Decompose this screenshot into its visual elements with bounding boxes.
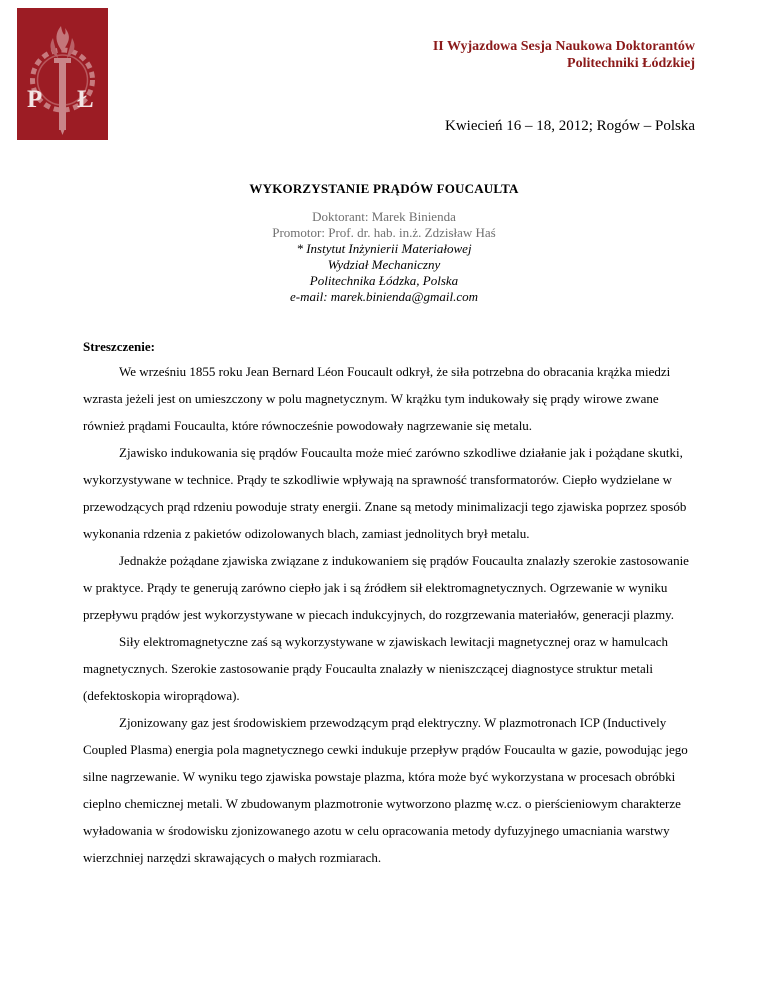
paper-title: WYKORZYSTANIE PRĄDÓW FOUCAULTA [249, 181, 519, 196]
abstract-paragraph-2: Zjawisko indukowania się prądów Foucaulta może mieć zarówno szkodliwe działanie jak i pożądane skutki, wykorzystywane w technice. Prądy te szkodliwie wpływają na sprawność transformatorów. Ciepło wydzielane w przewodzących prąd rdzeniu powoduje straty energii. Znane są metody minimalizacji tego zjawiska poprzez sposób wykonania rdzenia z pakietów odizolowanych blach, zamiast jednolitych brył metalu. [83, 445, 687, 541]
abstract-paragraph-4: Siły elektromagnetyczne zaś są wykorzystywane w zjawiskach lewitacji magnetycznej oraz w hamulcach magnetycznych. Szerokie zastosowanie prądy Foucaulta znalazły w nieniszczącej diagnostyce struktur metali (defektoskopia wiroprądowa). [83, 634, 669, 703]
promotor-line: Promotor: Prof. dr. hab. in.ż. Zdzisław Haś [272, 225, 496, 240]
author-block [0, 209, 768, 305]
conference-date-place: Kwiecień 16 – 18, 2012; Rogów – Polska [445, 118, 695, 134]
logo-letter-l: Ł [77, 86, 94, 113]
abstract-paragraph-3: Jednakże pożądane zjawiska związane z indukowaniem się prądów Foucaulta znalazły szerokie zastosowanie w praktyce. Prądy te generują zarówno ciepło jak i są źródłem sił elektromagnetycznych. Ogrzewanie w wyniku przepływu prądów jest wykorzystywane w piecach indukcyjnych, do rozgrzewania materiałów, generacji plazmy. [83, 553, 689, 622]
abstract-paragraph-5: Zjonizowany gaz jest środowiskiem przewodzącym prąd elektryczny. W plazmotronach ICP (Inductively Coupled Plasma) energia pola magnetycznego cewki indukuje przepływ prądów Foucaulta w gazie, powodując jego silne nagrzewanie. W wyniku tego zjawiska powstaje plazma, która może być wykorzystana w procesach obróbki cieplno chemicznej metali. W zbudowanym plazmotronie wytworzono plazmę w.cz. o pierścieniowym charakterze wyładowania w środowisku zjonizowanego azotu w celu opracowania metody dyfuzyjnego umacniania warstwy wierzchniej narzędzi skrawających o małych rozmiarach. [83, 715, 688, 865]
institute-line: * Instytut Inżynierii Materiałowej [296, 241, 472, 256]
logo-emblem-icon [17, 8, 108, 140]
faculty-line: Wydział Mechaniczny [327, 257, 441, 272]
logo-letter-p: P [27, 86, 43, 113]
conference-title [433, 38, 695, 72]
abstract-heading: Streszczenie: [83, 339, 155, 354]
university-line: Politechnika Łódzka, Polska [309, 273, 459, 288]
abstract-section [83, 339, 695, 871]
university-logo [17, 8, 108, 140]
conference-title-line1: II Wyjazdowa Sesja Naukowa Doktorantów [432, 39, 695, 54]
abstract-paragraph-1: We wrześniu 1855 roku Jean Bernard Léon Foucault odkrył, że siła potrzebna do obracania krążka miedzi wzrasta jeżeli jest on umieszczony w polu magnetycznym. W krążku tym indukowały się prądy wirowe zwane również prądami Foucaulta, które równocześnie powodowały nagrzewanie się metalu. [83, 364, 671, 433]
conference-title-line2: Politechniki Łódzkiej [567, 56, 695, 71]
email-line: e-mail: marek.binienda@gmail.com [289, 289, 479, 304]
doctoral-student-line: Doktorant: Marek Binienda [312, 209, 456, 224]
